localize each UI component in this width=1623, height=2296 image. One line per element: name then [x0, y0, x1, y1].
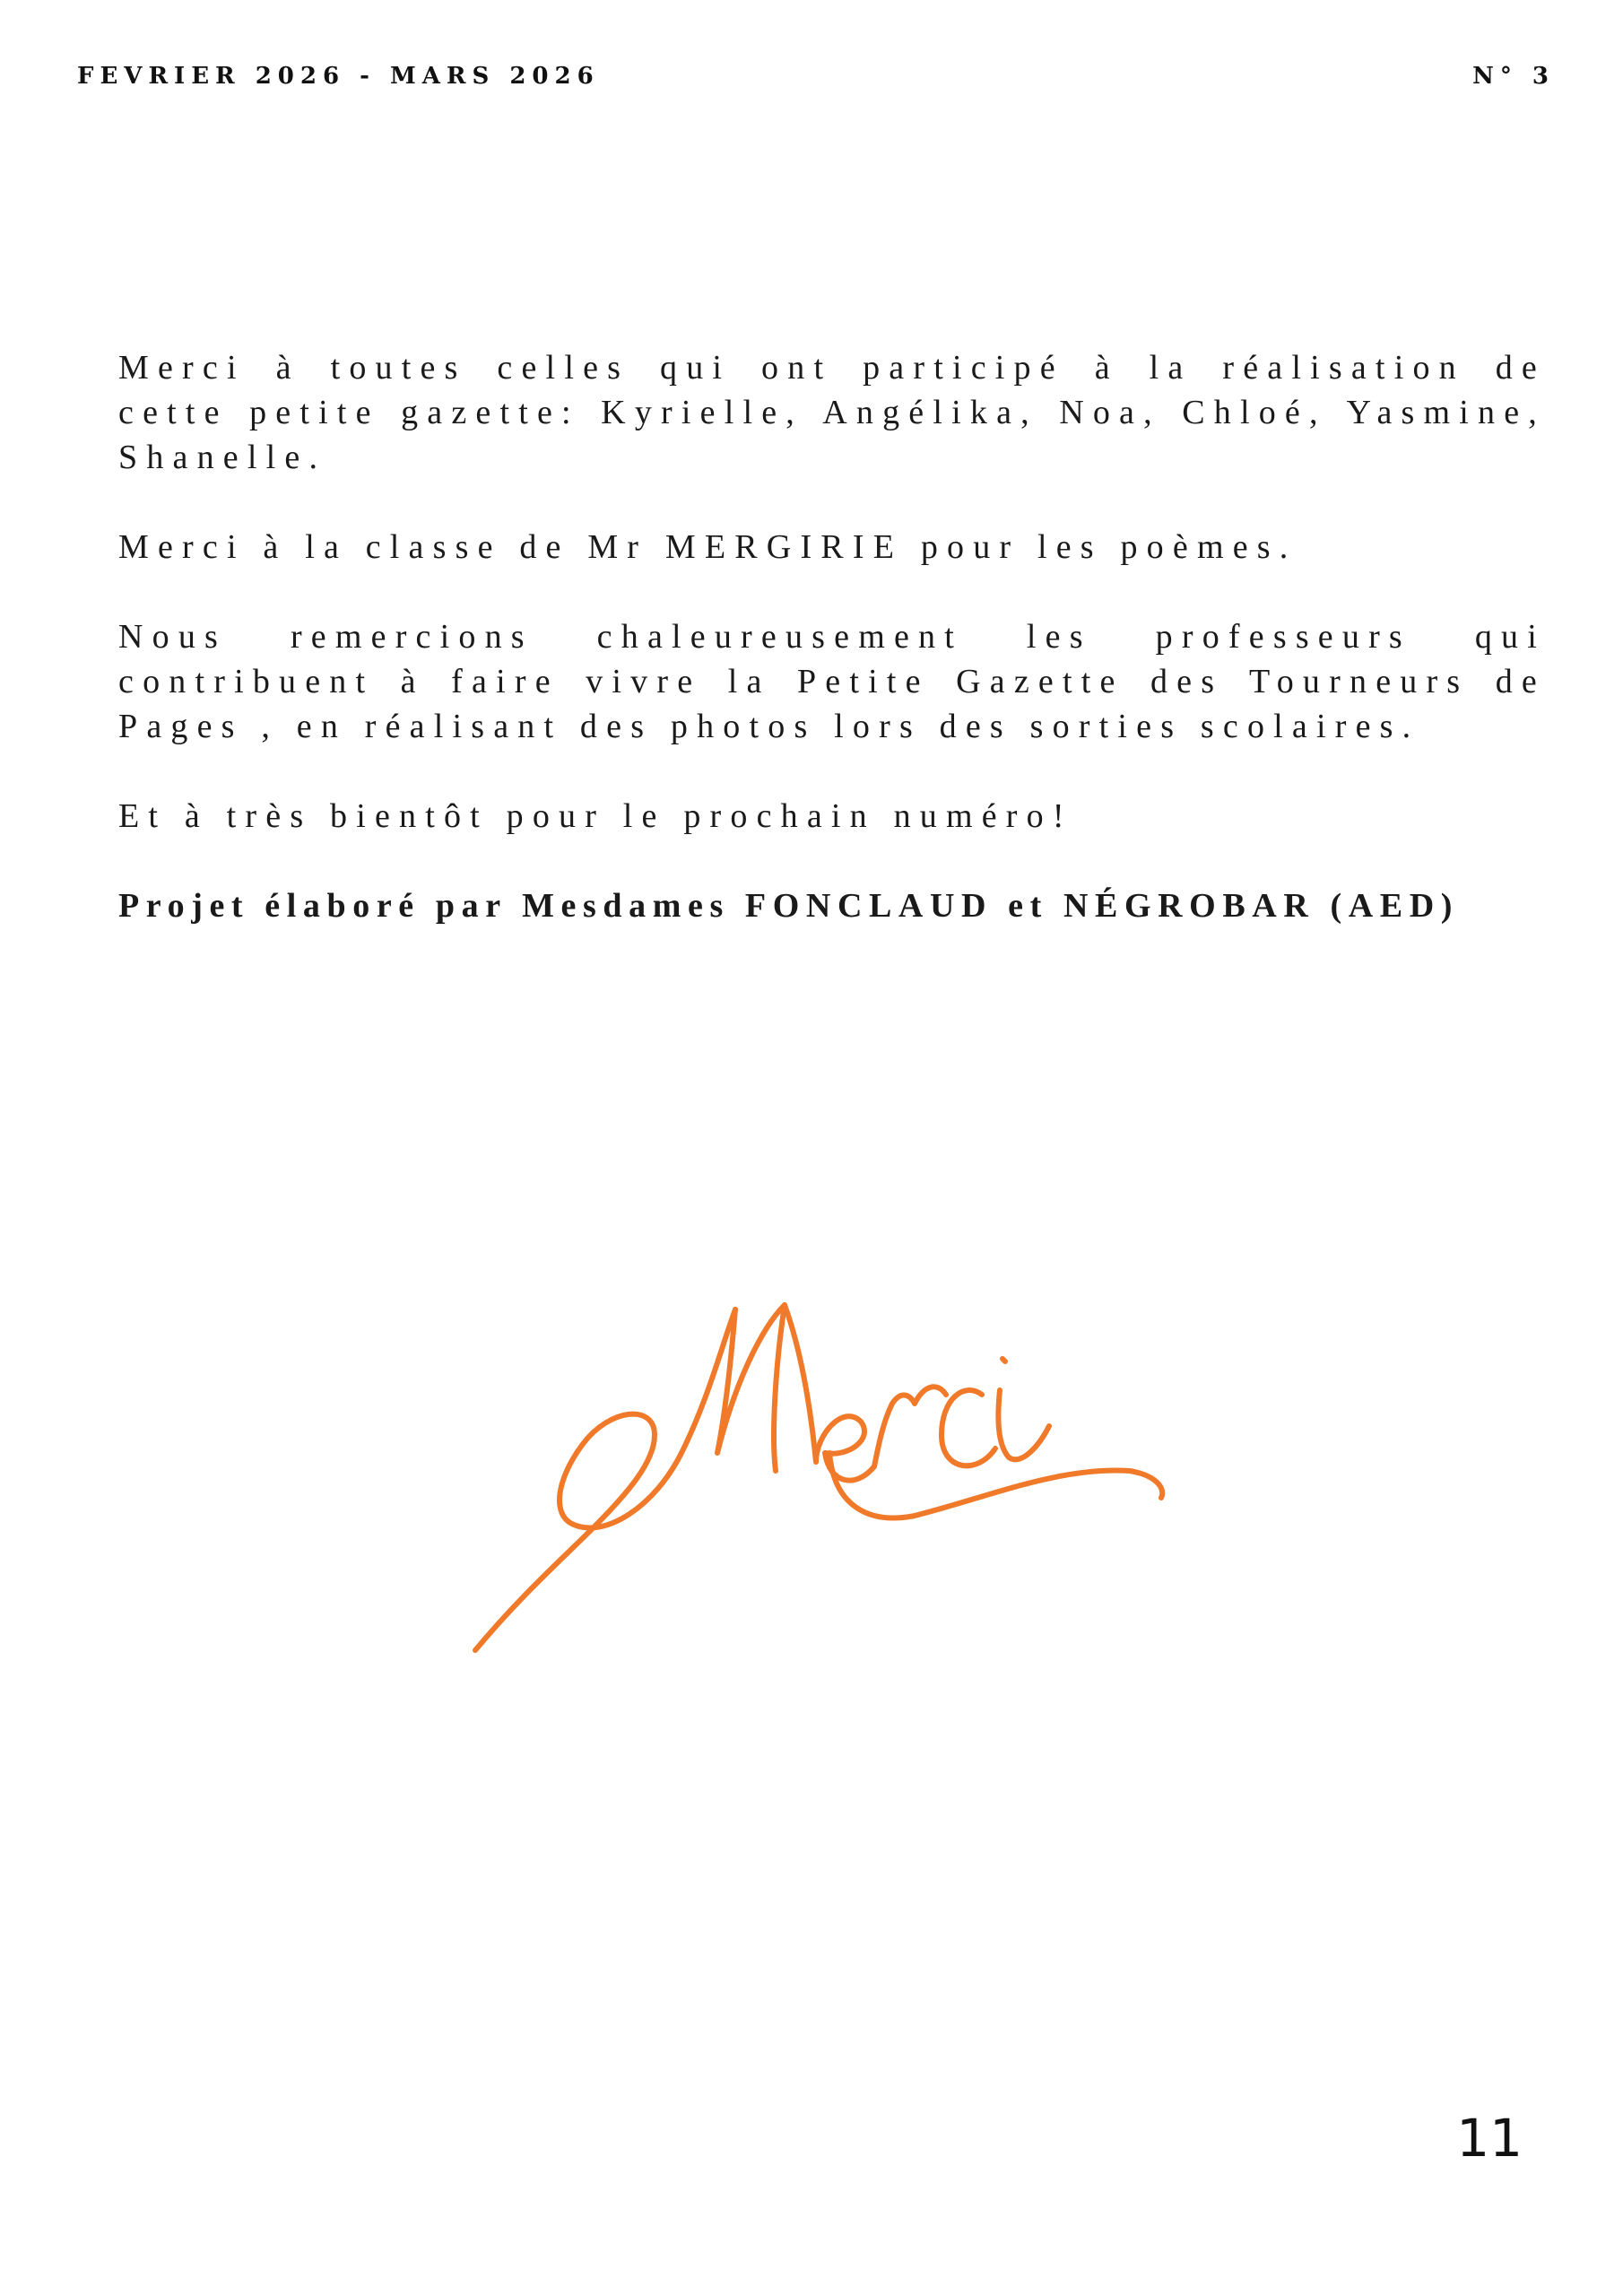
closing-paragraph: Et à très bientôt pour le prochain numéro!: [118, 797, 1073, 835]
thanks-section: [118, 345, 1546, 928]
thanks-teachers-paragraph: Nous remercions chaleureusement les professeurs qui contribuent à faire vivre la Petite Gazette des Tourneurs de Pages , en réalisant des photos lors des sorties scolaires.: [118, 618, 1546, 745]
thanks-class-paragraph: Merci à la classe de Mr MERGIRIE pour les poèmes.: [118, 528, 1298, 566]
thanks-participants-paragraph: Merci à toutes celles qui ont participé à la réalisation de cette petite gazette: Kyrielle, Angélika, Noa, Chloé, Yasmine, Shanelle.: [118, 349, 1546, 476]
issue-number: N° 3: [1472, 63, 1555, 90]
merci-script-illustration: [448, 1229, 1166, 1677]
issue-date-range: FEVRIER 2026 - MARS 2026: [77, 63, 600, 90]
project-credit: Projet élaboré par Mesdames FONCLAUD et NÉGROBAR (AED): [118, 887, 1459, 925]
page-number: 11: [1456, 2108, 1523, 2169]
